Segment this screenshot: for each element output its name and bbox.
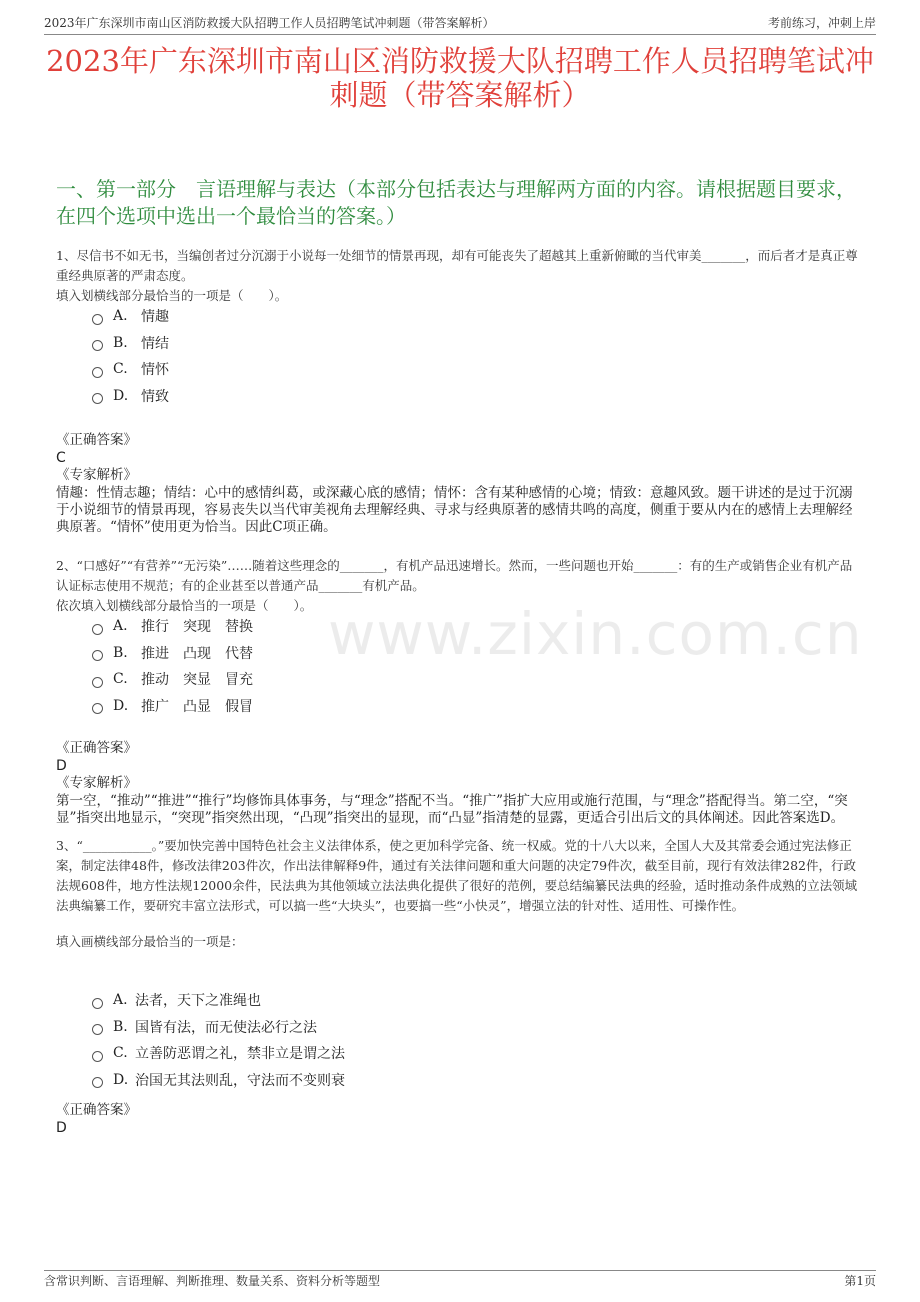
option-key: C. bbox=[113, 671, 128, 688]
answer-label: 《正确答案》 bbox=[56, 740, 137, 756]
question-2-stem-block bbox=[56, 556, 862, 616]
radio-icon[interactable] bbox=[92, 1051, 103, 1062]
option-text: 推动 突显 冒充 bbox=[141, 672, 253, 689]
radio-icon[interactable] bbox=[92, 1077, 103, 1088]
analysis-text: 情趣：性情志趣；情结：心中的感情纠葛，或深藏心底的感情；情怀：含有某种感情的心境；情致：意趣风致。题干讲述的是过于沉溺于小说细节的情景再现，容易丧失以当代审美视角去理解经典、寻求与经典原著的感情共鸣的高度，侧重于要从内在的感情上去理解经典原著。“情怀”使用更为恰当。因此C项正确。 bbox=[56, 484, 853, 535]
footer-note: 含常识判断、言语理解、判断推理、数量关系、资料分析等题型 bbox=[44, 1274, 381, 1288]
option-key: D. bbox=[113, 697, 129, 714]
option-text: 法者，天下之准绳也 bbox=[135, 993, 261, 1010]
option-b[interactable] bbox=[92, 330, 169, 357]
question-prompt: 填入画横线部分最恰当的一项是： bbox=[56, 934, 244, 949]
question-2-options bbox=[92, 613, 253, 719]
option-d[interactable] bbox=[92, 1067, 345, 1094]
radio-icon[interactable] bbox=[92, 393, 103, 404]
answer-label: 《正确答案》 bbox=[56, 1102, 137, 1118]
radio-icon[interactable] bbox=[92, 340, 103, 351]
option-text: 情趣 bbox=[141, 309, 169, 326]
radio-icon[interactable] bbox=[92, 650, 103, 661]
option-d[interactable] bbox=[92, 383, 169, 410]
option-key: C. bbox=[113, 361, 128, 378]
option-a[interactable] bbox=[92, 613, 253, 640]
answer-value: C bbox=[56, 449, 66, 466]
answer-value: D bbox=[56, 1119, 67, 1136]
question-stem: 3、“___________。”要加快完善中国特色社会主义法律体系，使之更加科学完备、统一权威。党的十八大以来，全国人大及其常委会通过宪法修正案，制定法律48件，修改法律203件次，作出法律解释9件，通过有关法律问题和重大问题的决定79件次，截至目前，现行有效法律282件，行政法规608件，地方性法规12000余件，民法典为其他领域立法法典化提供了很好的范例，要总结编纂民法典的经验，适时推动条件成熟的立法领域法典编纂工作，要研究丰富立法形式，可以搞一些“大块头”，也要搞一些“小快灵”，增强立法的针对性、适用性、可操作性。 bbox=[56, 838, 858, 913]
option-key: C. bbox=[113, 1045, 128, 1062]
question-3-options bbox=[92, 987, 345, 1093]
question-3-answer bbox=[56, 1102, 864, 1137]
header-divider bbox=[44, 34, 876, 35]
radio-icon[interactable] bbox=[92, 624, 103, 635]
analysis-label: 《专家解析》 bbox=[56, 467, 137, 483]
option-c[interactable] bbox=[92, 666, 253, 693]
analysis-label: 《专家解析》 bbox=[56, 775, 137, 791]
question-1-stem-block bbox=[56, 246, 862, 306]
question-1-answer bbox=[56, 432, 864, 536]
page-header bbox=[44, 14, 876, 32]
option-key: B. bbox=[113, 1018, 128, 1035]
answer-value: D bbox=[56, 757, 67, 774]
option-a[interactable] bbox=[92, 987, 345, 1014]
option-text: 推广 凸显 假冒 bbox=[141, 698, 253, 715]
option-key: A. bbox=[113, 308, 128, 325]
radio-icon[interactable] bbox=[92, 367, 103, 378]
option-key: A. bbox=[113, 992, 128, 1009]
radio-icon[interactable] bbox=[92, 677, 103, 688]
option-text: 情怀 bbox=[141, 362, 169, 379]
radio-icon[interactable] bbox=[92, 314, 103, 325]
option-text: 推进 凸现 代替 bbox=[141, 645, 253, 662]
option-key: D. bbox=[113, 387, 129, 404]
option-c[interactable] bbox=[92, 1040, 345, 1067]
radio-icon[interactable] bbox=[92, 998, 103, 1009]
option-text: 情致 bbox=[141, 388, 169, 405]
analysis-text: 第一空，“推动”“推进”“推行”均修饰具体事务，与“理念”搭配不当。“推广”指扩大应用或施行范围，与“理念”搭配得当。第二空，“突显”指突出地显示，“突现”指突然出现，“凸现”指突出的显现，而“凸显”指清楚的显露，更适合引出后文的具体阐述。因此答案选D。 bbox=[56, 792, 848, 826]
option-text: 推行 突现 替换 bbox=[141, 619, 253, 636]
option-b[interactable] bbox=[92, 1014, 345, 1041]
question-stem: 2、“口感好”“有营养”“无污染”……随着这些理念的_______，有机产品迅速增长。然而，一些问题也开始_______：有的生产或销售企业有机产品认证标志使用不规范；有的企业甚至以普通产品_______有机产品。 bbox=[56, 558, 853, 593]
header-slogan: 考前练习，冲刺上岸 bbox=[767, 16, 876, 30]
page-number: 第1页 bbox=[844, 1274, 876, 1288]
radio-icon[interactable] bbox=[92, 703, 103, 714]
option-text: 立善防恶谓之礼，禁非立是谓之法 bbox=[135, 1046, 345, 1063]
footer-divider bbox=[44, 1270, 876, 1271]
option-text: 情结 bbox=[141, 335, 169, 352]
option-c[interactable] bbox=[92, 356, 169, 383]
page-title: 2023年广东深圳市南山区消防救援大队招聘工作人员招聘笔试冲刺题（带答案解析） bbox=[46, 44, 874, 112]
header-doc-title: 2023年广东深圳市南山区消防救援大队招聘工作人员招聘笔试冲刺题（带答案解析） bbox=[44, 16, 495, 30]
question-prompt: 依次填入划横线部分最恰当的一项是（ ）。 bbox=[56, 598, 313, 613]
option-key: D. bbox=[113, 1071, 129, 1088]
radio-icon[interactable] bbox=[92, 1024, 103, 1035]
question-1-options bbox=[92, 303, 169, 409]
option-b[interactable] bbox=[92, 640, 253, 667]
option-key: B. bbox=[113, 334, 128, 351]
option-a[interactable] bbox=[92, 303, 169, 330]
option-text: 国皆有法，而无使法必行之法 bbox=[135, 1019, 317, 1036]
question-stem: 1、尽信书不如无书，当编创者过分沉溺于小说每一处细节的情景再现，却有可能丧失了超越其上重新俯瞰的当代审美_______，而后者才是真正尊重经典原著的严肃态度。 bbox=[56, 248, 858, 283]
section-heading: 一、第一部分 言语理解与表达（本部分包括表达与理解两方面的内容。请根据题目要求，在四个选项中选出一个最恰当的答案。） bbox=[56, 177, 856, 228]
watermark: www.zixin.com.cn bbox=[328, 600, 863, 668]
option-text: 治国无其法则乱，守法而不变则衰 bbox=[135, 1072, 345, 1089]
option-key: A. bbox=[113, 618, 128, 635]
question-2-answer bbox=[56, 740, 864, 827]
question-prompt: 填入划横线部分最恰当的一项是（ ）。 bbox=[56, 288, 288, 303]
option-key: B. bbox=[113, 644, 128, 661]
question-3-stem-block bbox=[56, 836, 862, 952]
answer-label: 《正确答案》 bbox=[56, 432, 137, 448]
option-d[interactable] bbox=[92, 693, 253, 720]
